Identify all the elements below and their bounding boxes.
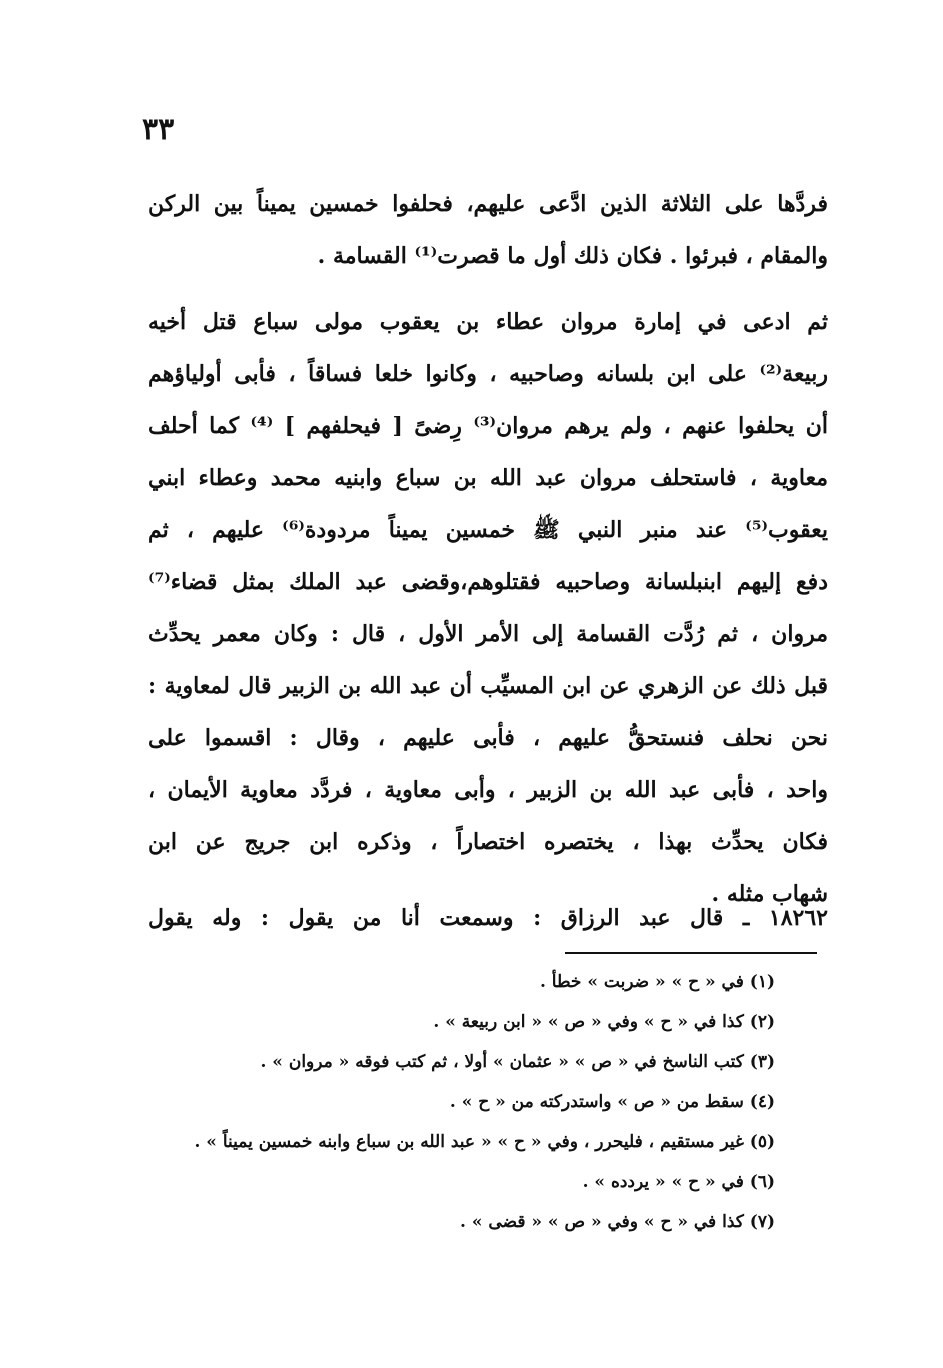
footnote-item: (٧) كذا في « ح » وفي « ص » « قضى » . [460, 1212, 775, 1232]
footnote-item: (١) في « ح » « ضربت » خطأ . [539, 972, 775, 992]
footnote-item: (٣) كتب الناسخ في « ص » « عثمان » أولا ، ثم كتب فوقه « مروان » . [260, 1052, 775, 1072]
page-number: ٣٣ [142, 112, 175, 147]
text-line: فردَّها على الثلاثة الذين ادَّعى عليهم، فحلفوا خمسين يميناً بين الركن [148, 191, 828, 217]
text-line: واحد ، فأبى عبد الله بن الزبير ، وأبى معاوية ، فردَّد معاوية الأيمان ، [148, 777, 828, 803]
text-line: فكان يحدِّث بهذا ، يختصره اختصاراً ، وذكره ابن جريج عن ابن [148, 829, 828, 855]
text-line: مروان ، ثم رُدَّت القسامة إلى الأمر الأول ، قال : وكان معمر يحدِّث [148, 621, 828, 647]
text-line: نحن نحلف فنستحقُّ عليهم ، فأبى عليهم ، وقال : اقسموا على [148, 725, 828, 751]
text-line: معاوية ، فاستحلف مروان عبد الله بن سباع وابنيه محمد وعطاء ابني [148, 465, 828, 491]
footnote-item: (٤) سقط من « ص » واستدركته من « ح » . [449, 1092, 775, 1112]
footnote-item: (٦) في « ح » « يردده » . [582, 1172, 775, 1192]
text-line: أن يحلفوا عنهم ، ولم يرهم مروان⁽³⁾ رِضىً [ فيحلفهم ] ⁽⁴⁾ كما أحلف [148, 413, 828, 439]
text-line: قبل ذلك عن الزهري عن ابن المسيِّب أن عبد الله بن الزبير قال لمعاوية : [148, 673, 828, 699]
text-line: والمقام ، فبرئوا . فكان ذلك أول ما قصرت⁽¹⁾ القسامة . [317, 243, 828, 269]
text-line: شهاب مثله . [711, 881, 828, 907]
footnotes [125, 962, 775, 1242]
footnote-divider [565, 952, 817, 954]
paragraph-1 [148, 178, 828, 282]
text-line: ثم ادعى في إمارة مروان عطاء بن يعقوب مولى سباع قتل أخيه [148, 309, 828, 335]
text-line: دفع إليهم ابنبلسانة وصاحبيه فقتلوهم،وقضى عبد الملك بمثل قضاء⁽⁷⁾ [148, 569, 828, 595]
footnote-item: (٢) كذا في « ح » وفي « ص » « ابن ربيعة » . [433, 1012, 775, 1032]
text-line: يعقوب⁽⁵⁾ عند منبر النبي ﷺ خمسين يميناً مردودة⁽⁶⁾ عليهم ، ثم [148, 517, 828, 543]
text-line: ١٨٢٦٢ ـ قال عبد الرزاق : وسمعت أنا من يقول : وله يقول [148, 905, 828, 931]
footnote-item: (٥) غير مستقيم ، فليحرر ، وفي « ح » « عبد الله بن سباع وابنه خمسين يميناً » . [194, 1132, 775, 1152]
paragraph-2 [148, 296, 828, 920]
paragraph-3 [148, 892, 828, 944]
text-line: ربيعة⁽²⁾ على ابن بلسانه وصاحبيه ، وكانوا خلعا فساقاً ، فأبى أولياؤهم [148, 361, 828, 387]
